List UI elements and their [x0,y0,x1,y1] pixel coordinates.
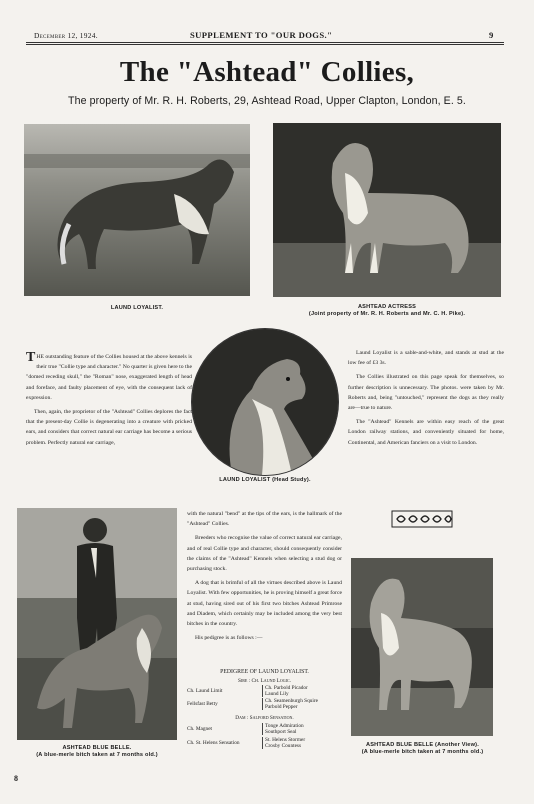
caption-laund-loyalist: LAUND LOYALIST. [110,305,164,311]
header-supplement: SUPPLEMENT TO "OUR DOGS." [190,30,333,40]
paragraph: Laund Loyalist is a sable-and-white, and stands at stud at the low fee of £3 3s. [348,350,504,367]
pedigree-dam: Dam : Salford Sensation. [235,715,294,721]
caption-ashtead-blue-belle: ASHTEAD BLUE BELLE. [62,745,132,751]
photo-ashtead-blue-belle [17,508,177,740]
pedigree-table [187,669,342,769]
caption-blue-belle-another-view-note: (A blue-merle bitch taken at 7 months old.) [361,749,484,755]
pedigree-bracket [262,698,263,710]
paragraph: HE outstanding feature of the Collies housed at the above kennels is their true "Collie type and character." No quarter is given here to the "domed receding skull," the "Roman" nose, exaggerated length of head and foreface, and faulty placement of eye, with the consequent lack of expression. [26,354,192,401]
pedigree-bracket [262,685,263,697]
page-title: The "Ashtead" Collies, [119,56,415,88]
ornament-icon [391,510,453,528]
caption-blue-belle-another-view: ASHTEAD BLUE BELLE (Another View). [366,742,479,748]
caption-ashtead-blue-belle-note: (A blue-merle bitch taken at 7 months old.) [36,752,158,758]
caption-ashtead-actress-note: (Joint property of Mr. R. H. Roberts and Mr. C. H. Pike). [308,311,466,317]
paragraph: The "Ashtead" Kennels are within easy reach of the great London railway stations, and conveniently situated for home, Continental, and American fanciers on a visit to London. [348,419,504,446]
pedigree-dam-dam: Ch. St. Helens Sensation [187,740,240,746]
text-column-left [26,352,192,452]
drop-cap: T [26,350,36,365]
page-number: 9 [489,30,494,40]
caption-ashtead-actress: ASHTEAD ACTRESS [357,304,417,310]
header-date: December 12, 1924. [34,31,98,40]
photo-head-study [192,329,338,475]
pedigree-ds-dam: Southport Seal [265,729,297,735]
pedigree-dam-sire: Ch. Magnet [187,726,213,732]
pedigree-dd-dam: Crosby Countess [265,743,302,749]
pedigree-dd-sire: St. Helens Stormer [265,737,306,743]
photo-laund-loyalist [24,124,250,296]
paragraph: with the natural "bend" at the tips of the ears, is the hallmark of the "Ashtead" Collies. [187,511,342,528]
paragraph: His pedigree is as follows :— [195,635,263,642]
pedigree-sire-sire: Ch. Laund Limit [187,688,223,694]
pedigree-ss-sire: Ch. Parbold Picador [265,685,308,691]
pedigree-sd-sire: Ch. Seamenburgh Squire [265,698,319,704]
paragraph: The Collies illustrated on this page speak for themselves, so further description is unnecessary. The photos. were taken by Mr. Roberts and, being "untouched," represent the dogs as they really are—true to nature. [348,374,504,412]
paragraph: Then, again, the proprietor of the "Ashtead" Collies deplores the fact that the present-day Collie is degenerating into a creature with pricked ears, and considers that correct natural ear carriage has become a serious problem. Perfectly natural ear carriage, [26,409,192,446]
caption-head-study: LAUND LOYALIST (Head Study). [219,477,311,483]
header-rule [26,42,504,43]
pedigree-ds-sire: Tonge Admiration [265,723,304,729]
text-column-middle [187,509,342,647]
text-column-right [348,348,504,452]
pedigree-sire-dam: Fellsfast Betty [187,701,218,707]
pedigree-ss-dam: Laund Lily [265,691,289,697]
footer-mark: 8 [14,774,18,783]
page-subtitle: The property of Mr. R. H. Roberts, 29, Ashtead Road, Upper Clapton, London, E. 5. [68,95,466,107]
pedigree-bracket [262,737,263,749]
pedigree-bracket [262,723,263,735]
photo-ashtead-actress [273,123,501,297]
header-rule-2 [26,44,504,45]
paragraph: Breeders who recognise the value of correct natural ear carriage, and of real Collie type and character, should consequently consider the claims of the "Ashtead" Kennels when selecting a stud dog or purchasing stock. [187,535,342,573]
pedigree-sd-dam: Parbold Pepper [265,704,298,710]
pedigree-sire: Sire : Ch. Laund Logic. [237,678,292,684]
pedigree-title: PEDIGREE OF LAUND LOYALIST. [220,669,309,675]
photo-ashtead-blue-belle-another-view [351,558,493,736]
paragraph: A dog that is brimful of all the virtues described above is Laund Loyalist. With few opportunities, he is proving himself a great force at stud, having sired out of his first two bitches Ashtead Primrose and Diadem, which certainly may be included among the very best bitches in the country. [187,580,342,628]
